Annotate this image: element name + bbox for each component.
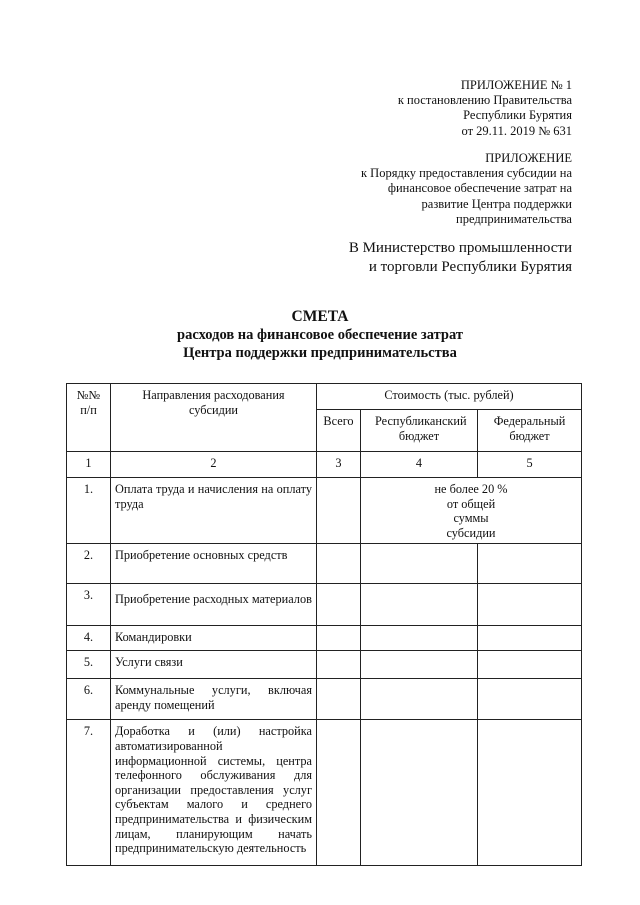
row-total-cell [317,478,361,544]
row-number: 2. [67,544,111,584]
title-line-2: расходов на финансовое обеспечение затрат [177,327,463,343]
table-row [67,651,582,679]
row-name: Доработка и (или) настройка автоматизированной информационной системы, центра телефонного обслуживания для организации предоставления услуг субъектам малого и среднего предпринимательства и физическим лицам, планирующим начать предпринимательскую деятельность [111,720,317,866]
annex-2-line: к Порядку предоставления субсидии на [360,166,572,181]
row-federal-cell [478,544,582,584]
table-row [67,679,582,720]
table-row [67,478,582,544]
row-number: 6. [67,679,111,720]
row-republic-cell [361,626,478,651]
row-number: 5. [67,651,111,679]
annex-2-line: финансовое обеспечение затрат на [387,181,572,196]
table-row [67,626,582,651]
row-number: 1. [67,478,111,544]
row-name: Приобретение основных средств [111,544,317,584]
column-number: 3 [317,452,361,478]
row-total-cell [317,584,361,626]
annex-2-line: ПРИЛОЖЕНИЕ [485,151,572,165]
annex-1-line: ПРИЛОЖЕНИЕ № 1 [460,78,572,92]
table-row [67,720,582,866]
table-row [67,544,582,584]
row-total-cell [317,651,361,679]
annex-1-line: от 29.11. 2019 № 631 [461,123,572,138]
row-republic-cell [361,679,478,720]
column-number: 5 [478,452,582,478]
row-name: Командировки [111,626,317,651]
recipient-line: В Министерство промышленности [348,240,572,256]
title-line-1: СМЕТА [291,308,349,325]
header-row-number: №№ п/п [67,384,111,452]
row-total-cell [317,544,361,584]
header-republic-budget: Республиканский бюджет [361,410,478,452]
annex-2-line: предпринимательства [456,211,572,226]
row-name: Услуги связи [111,651,317,679]
row-federal-cell [478,626,582,651]
column-number: 2 [111,452,317,478]
table-row [67,584,582,626]
document-title [0,307,640,362]
header-federal-budget: Федеральный бюджет [478,410,582,452]
row-budget-note: не более 20 % от общей суммы субсидии [361,478,582,544]
row-federal-cell [478,584,582,626]
row-name: Приобретение расходных материалов [111,584,317,626]
row-federal-cell [478,651,582,679]
recipient-line: и торговли Республики Бурятия [368,259,572,275]
annex-1-line: Республики Бурятия [463,108,572,123]
row-total-cell [317,626,361,651]
recipient-block [349,239,572,277]
row-total-cell [317,679,361,720]
header-total: Всего [317,410,361,452]
row-number: 3. [67,584,111,626]
row-number: 7. [67,720,111,866]
title-line-3: Центра поддержки предпринимательства [183,345,457,361]
estimate-table [66,383,582,866]
row-republic-cell [361,544,478,584]
row-name: Оплата труда и начисления на оплату труда [111,478,317,544]
row-republic-cell [361,720,478,866]
row-federal-cell [478,720,582,866]
annex-2-line: развитие Центра поддержки [421,196,572,211]
column-number: 4 [361,452,478,478]
annex-2-header [361,151,572,227]
row-federal-cell [478,679,582,720]
row-name: Коммунальные услуги, включая аренду помещений [111,679,317,720]
annex-1-line: к постановлению Правительства [397,93,572,108]
row-number: 4. [67,626,111,651]
annex-1-header [398,78,572,139]
row-total-cell [317,720,361,866]
row-republic-cell [361,651,478,679]
header-cost: Стоимость (тыс. рублей) [317,384,582,410]
row-republic-cell [361,584,478,626]
header-direction: Направления расходования субсидии [111,384,317,452]
column-number: 1 [67,452,111,478]
